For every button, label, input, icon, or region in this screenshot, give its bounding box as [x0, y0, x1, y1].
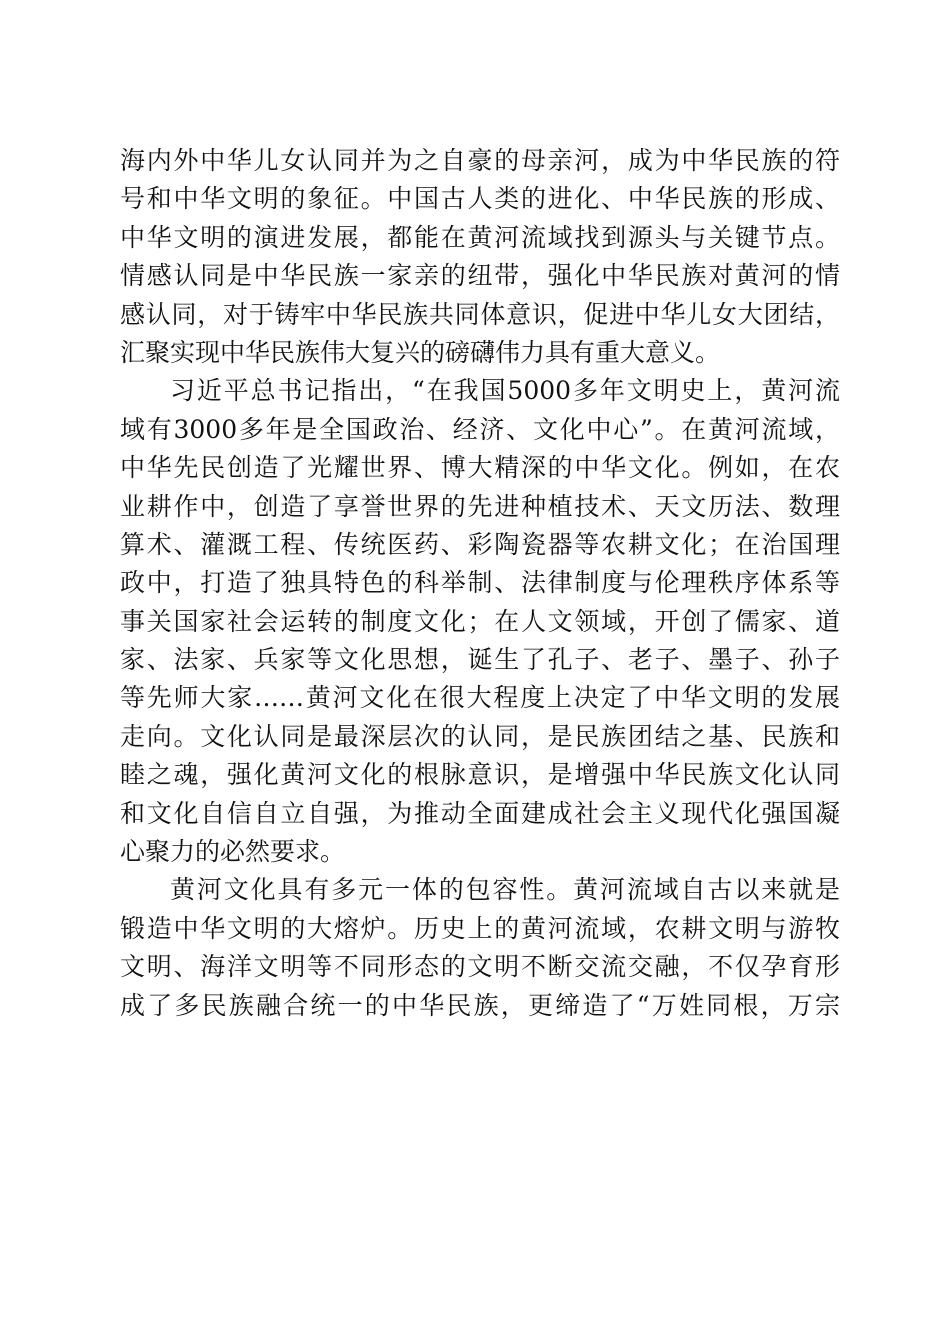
paragraph-line: 汇聚实现中华民族伟大复兴的磅礴伟力具有重大意义。 [120, 337, 721, 367]
paragraph-line: 事关国家社会运转的制度文化；在人文领域，开创了儒家、道 [120, 606, 840, 636]
paragraph-line: 号和中华文明的象征。中国古人类的进化、中华民族的形成、 [120, 184, 840, 214]
body-text [120, 142, 840, 1025]
paragraph-line: 成了多民族融合统一的中华民族，更缔造了“万姓同根，万宗 [120, 990, 840, 1020]
paragraph-line: 和文化自信自立自强，为推动全面建成社会主义现代化强国凝 [120, 798, 840, 828]
paragraph-line: 业耕作中，创造了享誉世界的先进种植技术、天文历法、数理 [120, 491, 840, 521]
paragraph-line: 走向。文化认同是最深层次的认同，是民族团结之基、民族和 [120, 721, 840, 751]
paragraph-line: 等先师大家……黄河文化在很大程度上决定了中华文明的发展 [120, 683, 840, 713]
paragraph-line: 睦之魂，强化黄河文化的根脉意识，是增强中华民族文化认同 [120, 760, 840, 790]
paragraph-line: 中华文明的演进发展，都能在黄河流域找到源头与关键节点。 [120, 222, 840, 252]
paragraph-line: 算术、灌溉工程、传统医药、彩陶瓷器等农耕文化；在治国理 [120, 529, 840, 559]
paragraph-line: 海内外中华儿女认同并为之自豪的母亲河，成为中华民族的符 [120, 146, 840, 175]
paragraph-line: 感认同，对于铸牢中华民族共同体意识，促进中华儿女大团结， [120, 299, 840, 329]
paragraph-line: 习近平总书记指出，“在我国5000多年文明史上，黄河流 [170, 376, 840, 406]
paragraph-line: 域有3000多年是全国政治、经济、文化中心”。在黄河流域， [120, 414, 840, 444]
paragraph-line: 情感认同是中华民族一家亲的纽带，强化中华民族对黄河的情 [120, 261, 840, 291]
paragraph-line: 黄河文化具有多元一体的包容性。黄河流域自古以来就是 [170, 875, 840, 905]
paragraph-line: 家、法家、兵家等文化思想，诞生了孔子、老子、墨子、孙子 [120, 645, 840, 675]
paragraph-line: 中华先民创造了光耀世界、博大精深的中华文化。例如，在农 [120, 453, 840, 483]
paragraph-1 [120, 142, 840, 372]
paragraph-line: 文明、海洋文明等不同形态的文明不断交流交融，不仅孕育形 [120, 952, 840, 982]
paragraph-3 [120, 871, 840, 1025]
paragraph-line: 心聚力的必然要求。 [120, 837, 346, 867]
paragraph-line: 锻造中华文明的大熔炉。历史上的黄河流域，农耕文明与游牧 [120, 913, 840, 943]
paragraph-2 [120, 372, 840, 871]
paragraph-line: 政中，打造了独具特色的科举制、法律制度与伦理秩序体系等 [120, 568, 840, 598]
